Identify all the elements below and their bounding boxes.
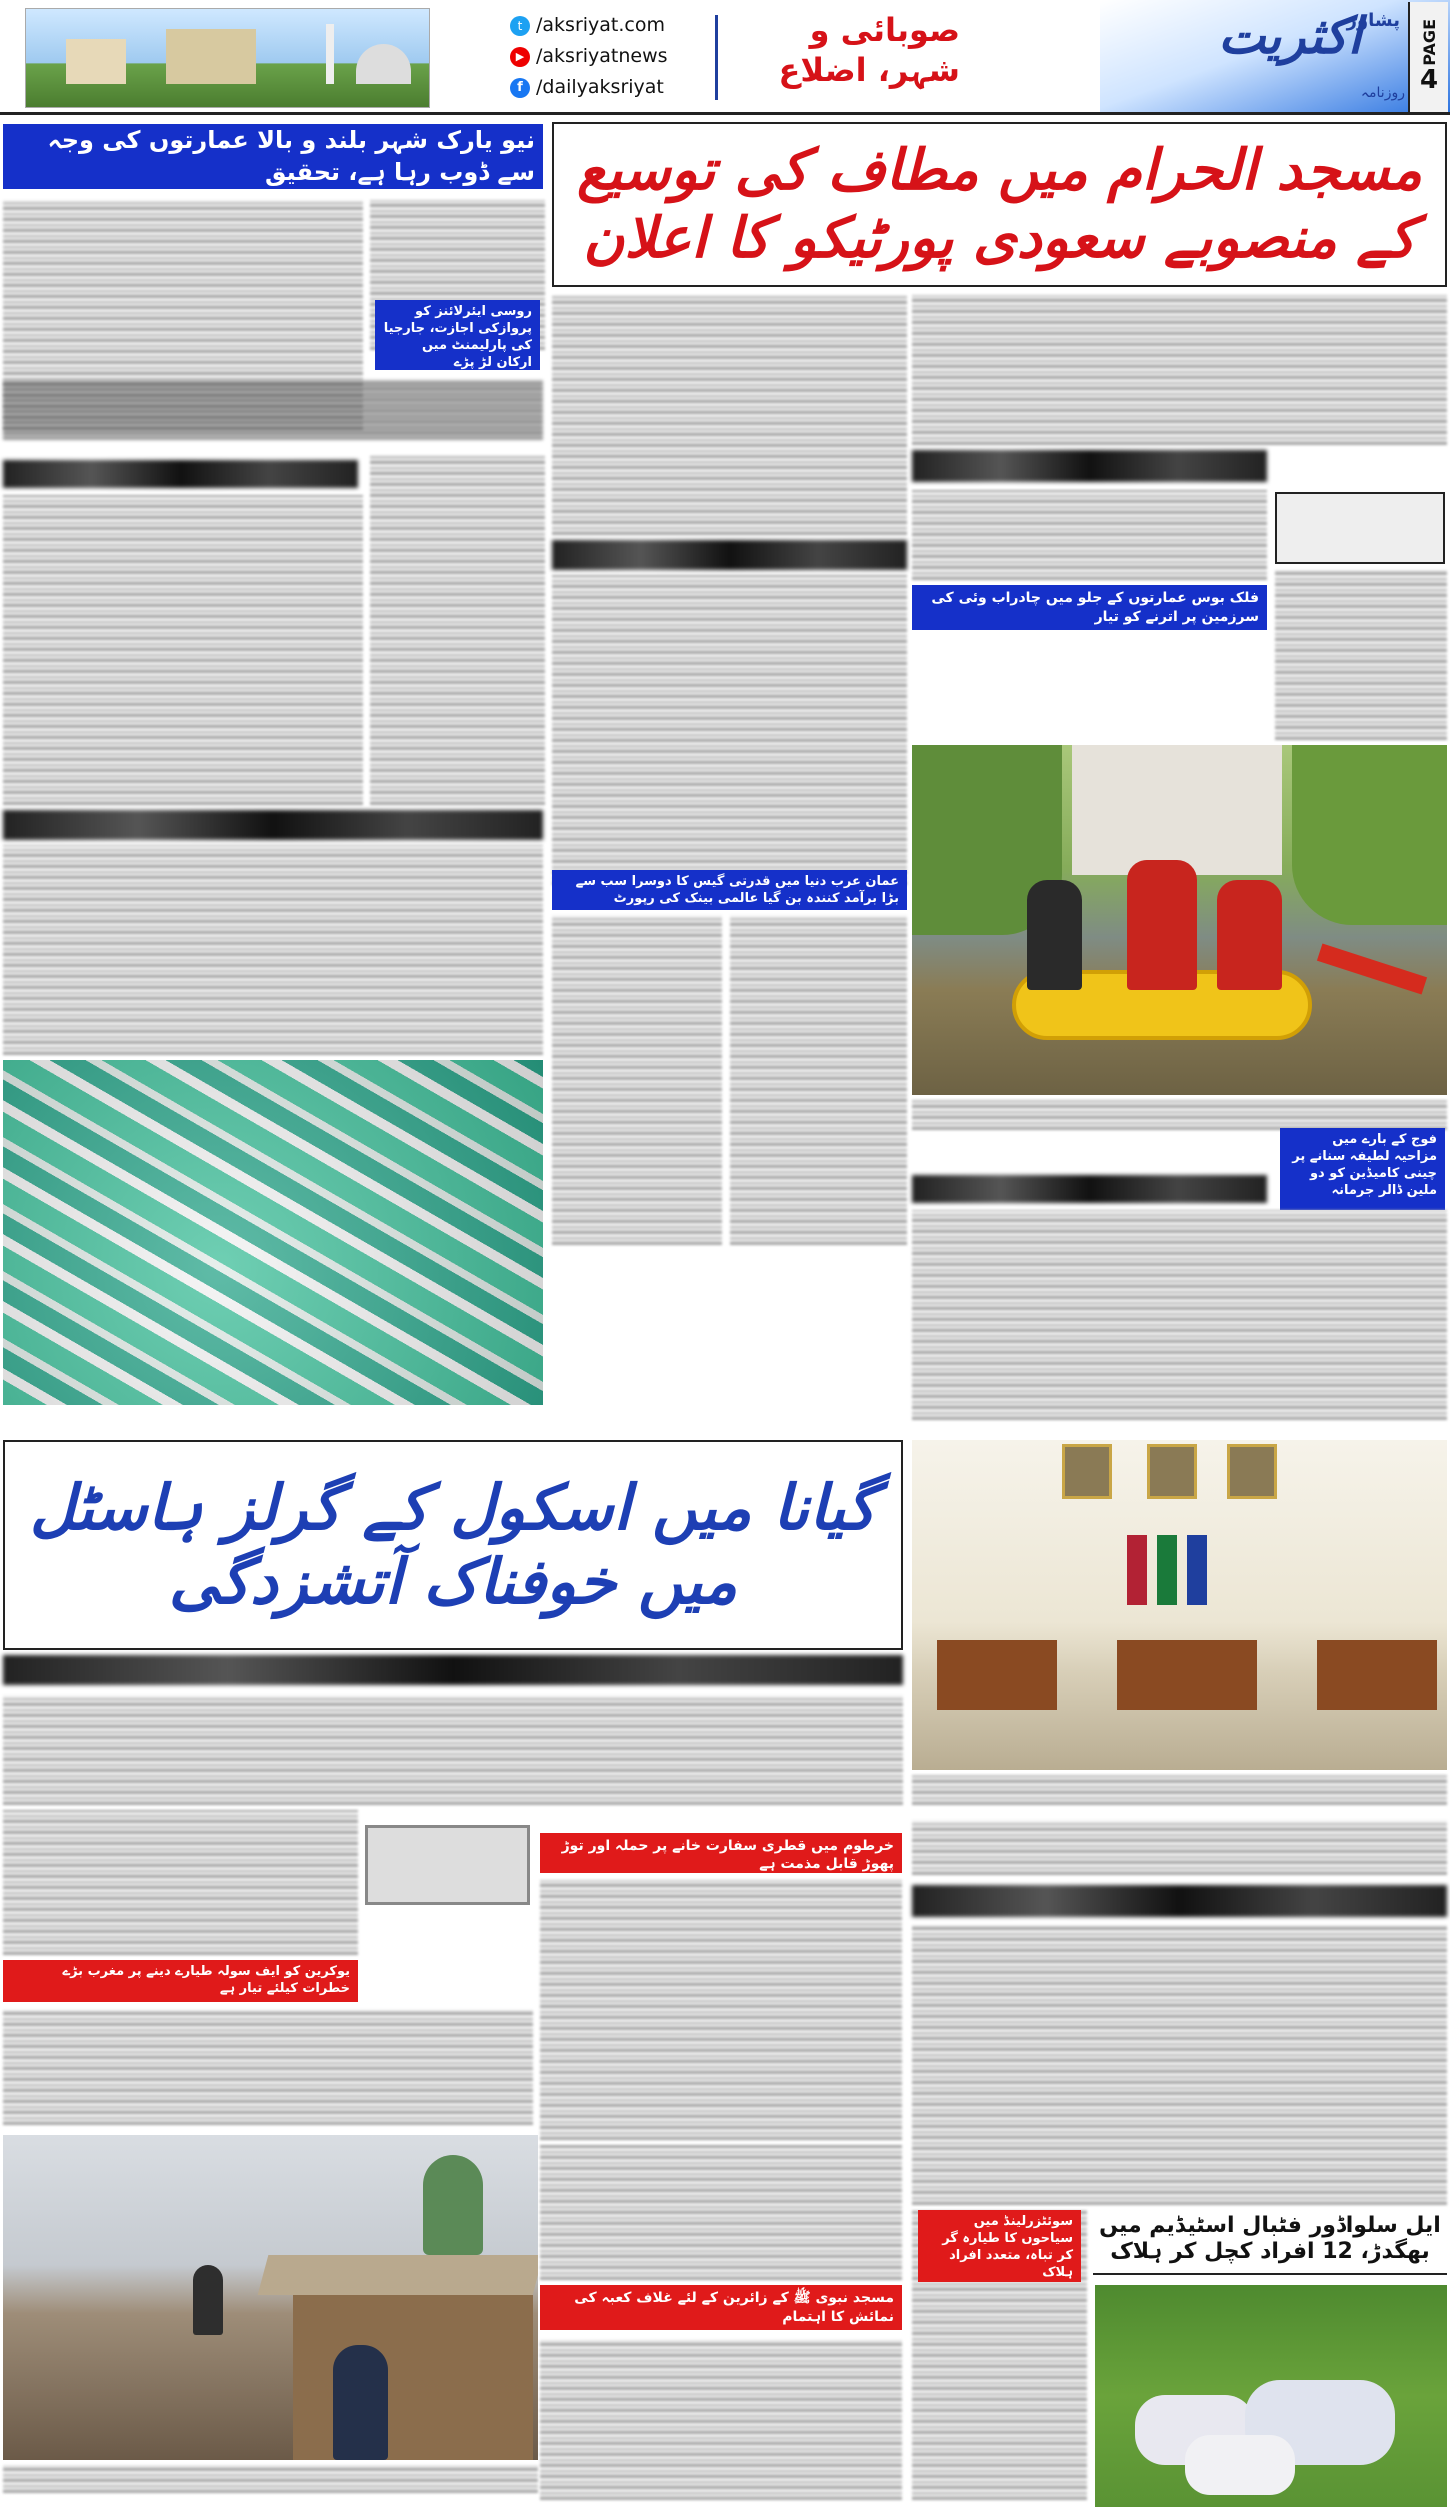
headline-khartoum: خرطوم میں قطری سفارت خانے پر حملہ اور توڑ پھوڑ قابل مذمت ہے [540, 1833, 902, 1873]
article-text-block [912, 1925, 1447, 2205]
column-heading-bar [3, 460, 358, 488]
photo-desk [1317, 1640, 1437, 1710]
youtube-icon: ▶ [510, 47, 530, 67]
article-text-block [540, 2145, 902, 2280]
flood-rescue-photo [912, 745, 1447, 1095]
stadium-stampede-photo [1095, 2285, 1447, 2507]
photo-roof [258, 2255, 538, 2295]
headline-flood: فلک بوس عمارتوں کے جلو میں چادراب وئی کی سرزمین پر اترنے کو تیار [912, 585, 1267, 630]
headline-army: فوج کے بارے میں مزاحیہ لطیفہ سنانے پر چینی کامیڈین کو دو ملین ڈالر جرمانہ [1280, 1128, 1445, 1210]
skyline-shape [66, 39, 126, 84]
article-text-block [912, 490, 1267, 580]
masthead-logo: اکثریت [1218, 6, 1362, 65]
article-text-block [552, 575, 907, 885]
headline-main-blue-box [3, 1440, 903, 1650]
article-text-block [540, 1880, 902, 2140]
photo-paddle [1317, 943, 1427, 994]
page-badge [1408, 2, 1448, 112]
social-facebook[interactable] [510, 72, 710, 103]
masthead-daily: روزنامہ [1360, 85, 1405, 101]
photo-caption [912, 1775, 1447, 1805]
photo-portrait [1147, 1444, 1197, 1499]
headline-ukraine: یوکرین کو ایف سولہ طیارے دینے پر مغرب بڑے خطرات کیلئے تیار ہے [3, 1960, 358, 2002]
headline-main-blue: گیانا میں اسکول کے گرلز ہاسٹل میں خوفناک آتشزدگی [29, 1470, 877, 1618]
social-youtube[interactable] [510, 41, 710, 72]
page-number: 4 [1419, 65, 1439, 96]
headline-russia: روسی ایئرلائنز کو پروازکی اجازت، جارجیا کی پارلیمنٹ میں ارکان لڑ پڑے [375, 300, 540, 370]
signing-ceremony-photo [912, 1440, 1447, 1770]
photo-caption [912, 1100, 1447, 1130]
headline-main-red-box [552, 122, 1447, 287]
headline-main-red: مسجد الحرام میں مطاف کی توسیع کے منصوبے سعودی پورٹیکو کا اعلان [577, 137, 1422, 271]
photo-tree [1292, 745, 1447, 925]
photo-flag [1187, 1535, 1207, 1605]
column-heading-bar [3, 810, 543, 840]
photo-wall [293, 2295, 533, 2460]
column-heading-bar [3, 1655, 903, 1685]
photo-flag [1127, 1535, 1147, 1605]
photo-desk [937, 1640, 1057, 1710]
facebook-icon: f [510, 78, 530, 98]
article-text-block [912, 295, 1447, 445]
article-text-block [1275, 570, 1447, 740]
masthead-divider [715, 15, 718, 100]
headline-elsalvador-box [1093, 2205, 1447, 2275]
column-heading-bar [912, 1885, 1447, 1917]
skyline-shape [166, 29, 256, 84]
sidebar-box [1275, 492, 1445, 564]
social-links [510, 10, 710, 105]
photo-building [1072, 745, 1282, 875]
article-text-block [3, 380, 543, 440]
photo-crowd-overlay [3, 1060, 543, 1405]
article-text-block [912, 1210, 1447, 1420]
page-badge-label: PAGE [1419, 18, 1439, 66]
photo-portrait [1062, 1444, 1112, 1499]
article-text-block [370, 455, 545, 805]
photo-desk [1117, 1640, 1257, 1710]
social-handle: /aksriyat.com [536, 14, 665, 36]
article-text-block [540, 2340, 902, 2500]
headline-elsalvador: ایل سلواڈور فٹبال اسٹیڈیم میں بھگدڑ، 12 افراد کچل کر ہلاک [1099, 2212, 1441, 2264]
article-text-block [3, 495, 363, 805]
photo-rescuer [1217, 880, 1282, 990]
article-text-block [3, 1810, 358, 1955]
photo-flag [1157, 1535, 1177, 1605]
masthead-city: پشاور [1346, 10, 1400, 31]
article-text-block [3, 845, 543, 1055]
skyline-shape [326, 24, 334, 84]
photo-rescuer [1027, 880, 1082, 990]
section-title-line2: شہر، اضلاع [778, 51, 960, 89]
protest-crowd-photo [3, 1060, 543, 1405]
section-title-line1: صوبائی و [809, 11, 960, 49]
article-text-block [3, 2010, 533, 2125]
section-title [730, 10, 960, 105]
headline-switzerland: سوئٹزرلینڈ میں سیاحوں کا طیارہ گر کر تباہ، متعدد افراد ہلاک [918, 2210, 1081, 2282]
fire-aftermath-photo [3, 2135, 538, 2460]
photo-person [423, 2155, 483, 2255]
headline-madinah: مسجد نبوی ﷺ کے زائرین کے لئے غلاف کعبہ کی نمائش کا اہتمام [540, 2285, 902, 2330]
sidebar-box [365, 1825, 530, 1905]
article-text-block [552, 915, 722, 1245]
article-text-block [912, 1820, 1447, 1875]
photo-caption [3, 2465, 538, 2493]
masthead-skyline-image [25, 8, 430, 108]
photo-rescuer [1127, 860, 1197, 990]
twitter-icon: t [510, 16, 530, 36]
headline-nyc: نیو یارک شہر بلند و بالا عمارتوں کی وجہ سے ڈوب رہا ہے، تحقیق [3, 124, 543, 189]
article-text-block [552, 295, 907, 535]
headline-oman: عمان عرب دنیا میں قدرتی گیس کا دوسرا سب سے بڑا برآمد کنندہ بن گیا عالمی بینک کی رپورٹ [552, 870, 907, 910]
social-twitter[interactable] [510, 10, 710, 41]
masthead [0, 0, 1450, 120]
article-text-block [730, 915, 907, 1245]
skyline-shape [356, 44, 411, 84]
social-handle: /aksriyatnews [536, 45, 668, 67]
masthead-rule [0, 112, 1450, 115]
article-text-block [3, 1695, 903, 1805]
social-handle: /dailyaksriyat [536, 76, 664, 98]
photo-portrait [1227, 1444, 1277, 1499]
column-heading-bar [552, 540, 907, 570]
photo-person [333, 2345, 388, 2460]
photo-person [193, 2265, 223, 2335]
photo-covered-body [1185, 2435, 1295, 2495]
column-heading-bar [912, 1175, 1267, 1203]
column-heading-bar [912, 450, 1267, 482]
